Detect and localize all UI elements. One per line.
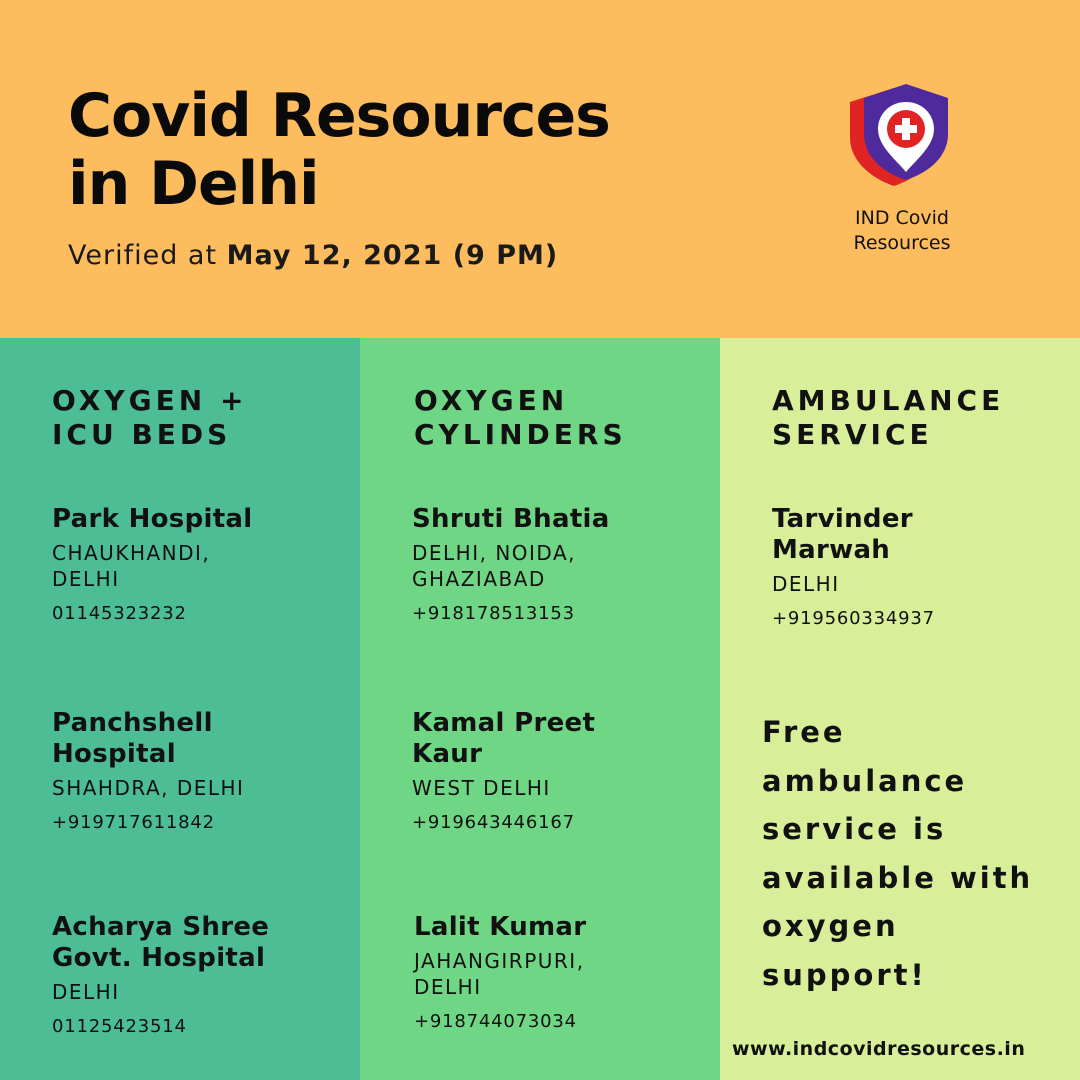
resource-phone: +919717611842 [52,812,215,833]
resource-entry [52,708,342,835]
resource-location-line: JAHANGIRPURI, [414,949,585,973]
resource-name [52,504,342,535]
resource-location-line: DELHI [414,975,482,999]
website-url: www.indcovidresources.in [732,1038,1026,1060]
resource-location [412,540,702,592]
resource-name [52,708,342,770]
resource-location [52,540,342,592]
resource-location-line: DELHI [52,567,120,591]
note-line: available with [762,860,1034,895]
resource-location [772,571,1062,597]
column-heading [52,384,247,452]
resource-name-line: Govt. Hospital [52,943,266,973]
resource-name [414,912,704,943]
resource-phone: +918178513153 [412,603,575,624]
resource-location-line: WEST DELHI [412,776,551,800]
resource-name-line: Marwah [772,535,891,565]
brand-logo [840,82,964,262]
logo-text [840,206,964,256]
header-banner [0,0,1080,338]
column-oxygen-icu-beds [0,338,360,1080]
shield-medical-cross-icon [846,82,958,192]
verified-timestamp [68,240,558,271]
heading-line: AMBULANCE [772,384,1005,417]
resource-name [52,912,342,974]
resource-entry [414,912,704,1034]
resource-phone: 01125423514 [52,1016,187,1037]
resource-entry [772,504,1062,631]
resource-name-line: Shruti Bhatia [412,504,610,534]
heading-line: OXYGEN [414,384,569,417]
column-heading [414,384,627,452]
resource-name-line: Tarvinder [772,504,913,534]
resource-location-line: GHAZIABAD [412,567,546,591]
resource-name-line: Hospital [52,739,176,769]
title-line: in Delhi [68,149,319,219]
note-line: oxygen [762,909,899,943]
resource-location-line: DELHI [772,572,840,596]
resource-phone: +918744073034 [414,1011,577,1032]
resource-location-line: DELHI, NOIDA, [412,541,577,565]
resource-phone: 01145323232 [52,603,187,624]
note-line: Free [762,715,846,749]
column-oxygen-cylinders [360,338,720,1080]
logo-text-line: Resources [853,232,951,254]
ambulance-note [762,708,1062,999]
resource-name [412,504,702,535]
page-title [68,82,610,218]
note-line: ambulance [762,763,968,798]
resource-entry [412,504,702,626]
resource-phone: +919560334937 [772,608,935,629]
verified-date: May 12, 2021 (9 PM) [226,240,559,271]
resource-entry [52,504,342,626]
resource-location [52,979,342,1005]
resource-name-line: Acharya Shree [52,912,270,942]
column-ambulance-service [720,338,1080,1080]
resource-entry [412,708,702,835]
heading-line: OXYGEN + [52,384,248,417]
resource-name [772,504,1062,566]
resource-name-line: Lalit Kumar [414,912,587,942]
column-heading [772,384,1004,452]
resource-location-line: DELHI [52,980,120,1004]
resource-name-line: Kaur [412,739,483,769]
heading-line: CYLINDERS [414,418,627,451]
resource-location [52,775,342,801]
resource-location [414,948,704,1000]
resource-name [412,708,702,770]
resource-phone: +919643446167 [412,812,575,833]
resource-name-line: Park Hospital [52,504,253,534]
resource-name-line: Panchshell [52,708,213,738]
verified-prefix: Verified at [68,240,218,271]
logo-text-line: IND Covid [855,207,949,229]
note-line: service is [762,812,947,846]
resource-location [412,775,702,801]
heading-line: ICU BEDS [52,418,232,451]
title-line: Covid Resources [68,81,610,151]
resource-entry [52,912,342,1039]
heading-line: SERVICE [772,418,933,451]
note-line: support! [762,957,927,992]
resource-location-line: CHAUKHANDI, [52,541,211,565]
resource-location-line: SHAHDRA, DELHI [52,776,245,800]
resource-name-line: Kamal Preet [412,708,596,738]
